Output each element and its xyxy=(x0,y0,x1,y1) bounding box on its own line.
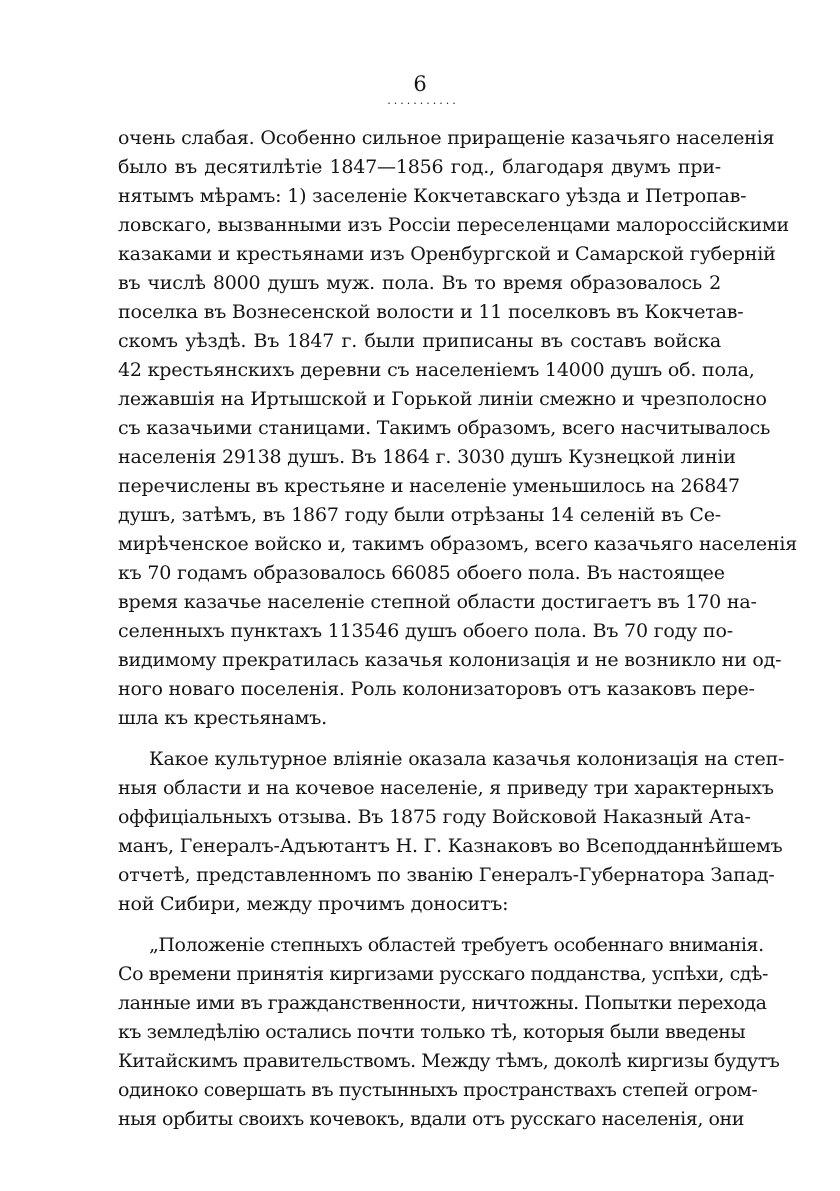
text-line: казаками и крестьянами изъ Оренбургской и Самарской губерній xyxy=(118,243,776,265)
text-line: населенія 29138 душъ. Въ 1864 г. 3030 душъ Кузнецкой линіи xyxy=(118,446,736,468)
page-number: 6 xyxy=(413,72,427,96)
paragraph-1 xyxy=(118,124,798,733)
text-line: „Положеніе степныхъ областей требуетъ особеннаго вниманія. xyxy=(149,934,764,956)
text-line: къ земледѣлію остались почти только тѣ, которыя были введены xyxy=(118,1021,746,1043)
text-line: время казачье населеніе степной области достигаетъ въ 170 на- xyxy=(118,591,757,613)
text-line: ной Сибири, между прочимъ доноситъ: xyxy=(118,893,509,915)
text-line: Со времени принятія киргизами русскаго подданства, успѣхи, сдѣ- xyxy=(118,963,769,985)
text-line: шла къ крестьянамъ. xyxy=(118,707,327,729)
text-line: перечислены въ крестьяне и населеніе уменьшилось на 26847 xyxy=(118,475,740,497)
text-line: въ числѣ 8000 душъ муж. пола. Въ то время образовалось 2 xyxy=(118,272,721,294)
text-line: лежавшія на Иртышской и Горькой линіи смежно и чрезполосно xyxy=(118,388,767,410)
text-line: Какое культурное вліяніе оказала казачья колонизація на степ- xyxy=(149,748,785,770)
text-line: поселка въ Вознесенской волости и 11 поселковъ въ Кокчетав- xyxy=(118,301,744,323)
text-line: очень слабая. Особенно сильное приращеніе казачьяго населенія xyxy=(118,127,775,149)
text-line: мирѣченское войско и, такимъ образомъ, всего казачьяго населенія xyxy=(118,533,798,555)
text-line: съ казачьими станицами. Такимъ образомъ, всего насчитывалось xyxy=(118,417,771,439)
header-rule: ........... xyxy=(387,94,459,107)
text-line: было въ десятилѣтіе 1847—1856 год., благодаря двумъ при- xyxy=(118,156,721,178)
page-header xyxy=(0,72,840,106)
quote-paragraph xyxy=(118,931,780,1134)
text-line: оффиціальныхъ отзыва. Въ 1875 году Войсковой Наказный Ата- xyxy=(118,806,751,828)
paragraph-2 xyxy=(118,745,785,919)
text-line: скомъ уѣздѣ. Въ 1847 г. были приписаны въ составъ войска xyxy=(118,330,721,352)
text-line: душъ, затѣмъ, въ 1867 году были отрѣзаны 14 селеній въ Се- xyxy=(118,504,721,526)
text-line: ловскаго, вызванными изъ Россіи переселенцами малороссійскими xyxy=(118,214,789,236)
text-line: ного новаго поселенія. Роль колонизаторовъ отъ казаковъ пере- xyxy=(118,678,755,700)
text-line: манъ, Генералъ-Адъютантъ Н. Г. Казнаковъ во Всеподданнѣйшемъ xyxy=(118,835,783,857)
text-line: селенныхъ пунктахъ 113546 душъ обоего пола. Въ 70 году по- xyxy=(118,620,733,642)
text-line: одиноко совершать въ пустынныхъ пространствахъ степей огром- xyxy=(118,1079,758,1101)
text-line: 42 крестьянскихъ деревни съ населеніемъ 14000 душъ об. пола, xyxy=(118,359,755,381)
text-body xyxy=(118,124,798,1134)
text-line: къ 70 годамъ образовалось 66085 обоего пола. Въ настоящее xyxy=(118,562,725,584)
text-line: ныя области и на кочевое населеніе, я приведу три характерныхъ xyxy=(118,777,774,799)
text-line: ланные ими въ гражданственности, ничтожны. Попытки перехода xyxy=(118,992,767,1014)
text-line: отчетѣ, представленномъ по званію Генералъ-Губернатора Запад- xyxy=(118,864,775,886)
text-line: нятымъ мѣрамъ: 1) заселеніе Кокчетавскаго уѣзда и Петропав- xyxy=(118,185,747,207)
text-line: Китайскимъ правительствомъ. Между тѣмъ, доколѣ киргизы будутъ xyxy=(118,1050,780,1072)
text-line: видимому прекратилась казачья колонизація и не возникло ни од- xyxy=(118,649,782,671)
text-line: ныя орбиты своихъ кочевокъ, вдали отъ русскаго населенія, они xyxy=(118,1108,744,1130)
